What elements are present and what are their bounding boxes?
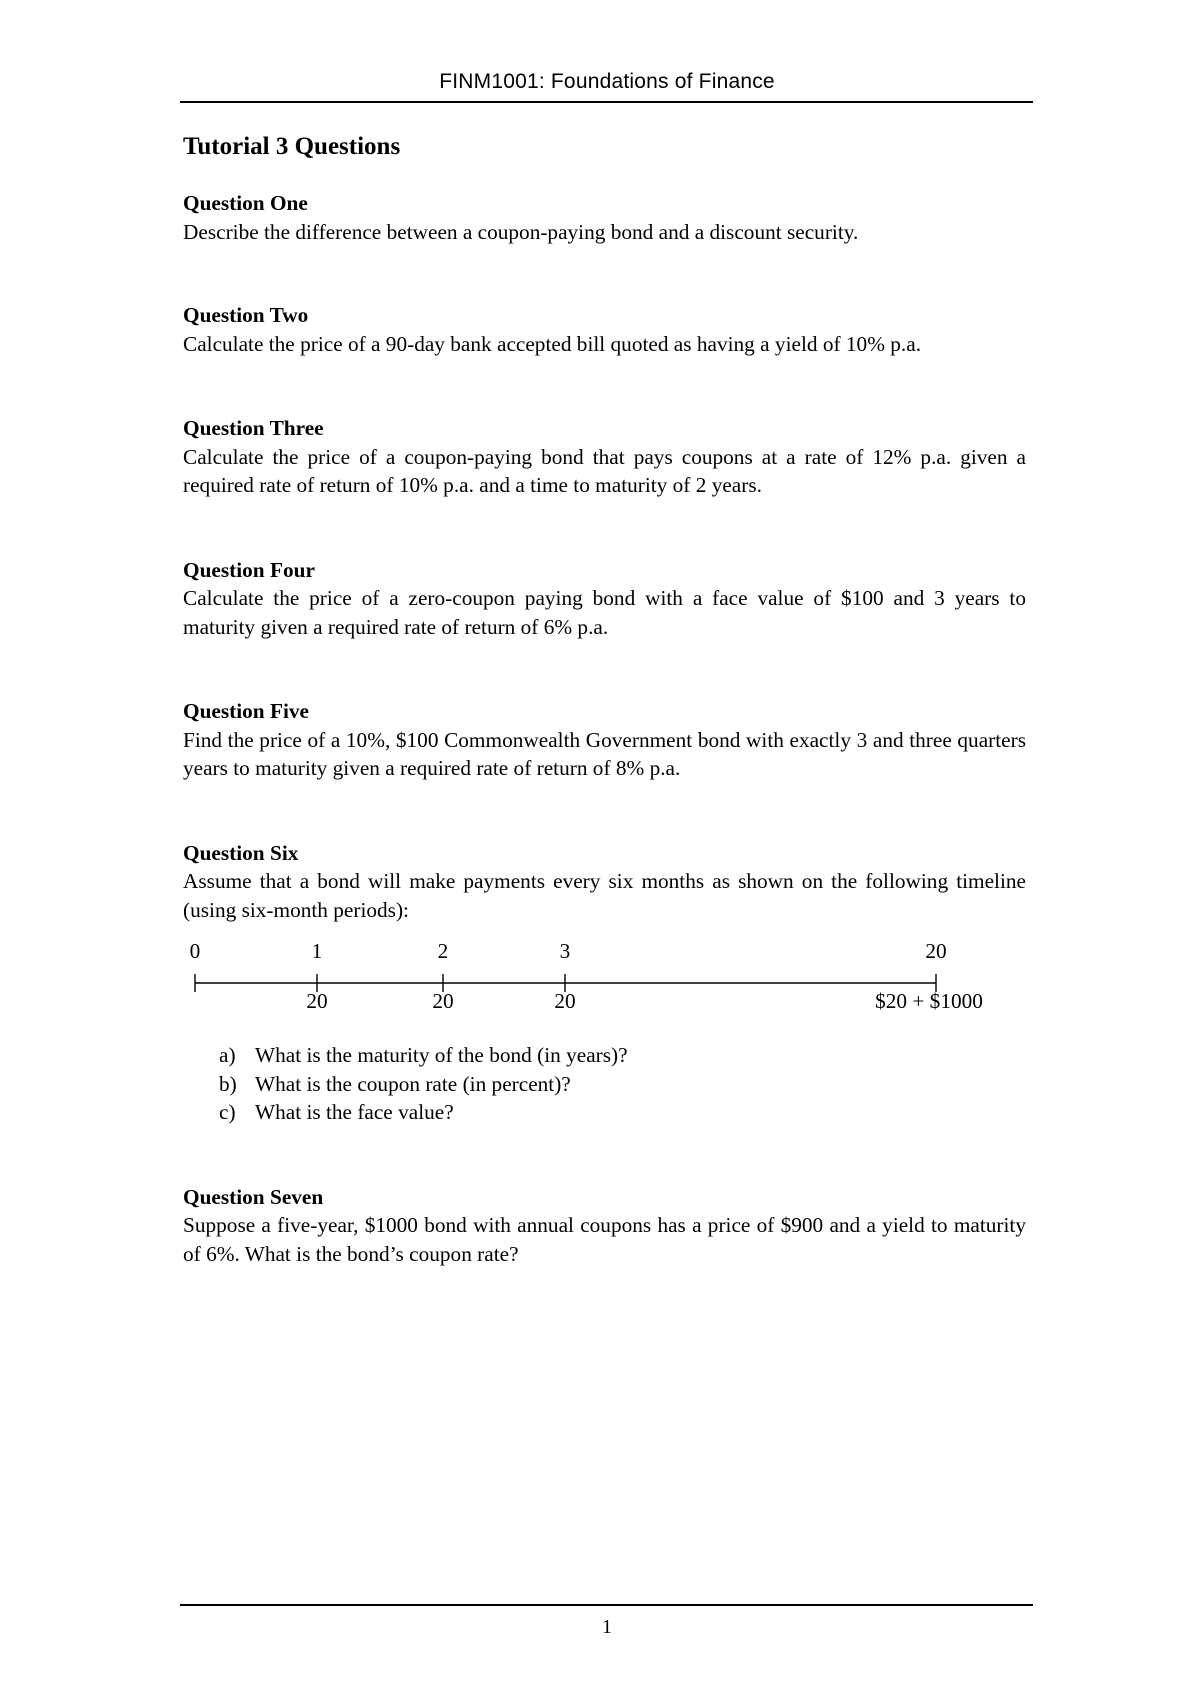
sub-question-marker: a) [219, 1043, 236, 1067]
sub-question-text: What is the face value? [255, 1100, 454, 1124]
footer-rule [180, 1604, 1033, 1606]
timeline-period-label: 1 [311, 939, 323, 963]
timeline-payment-label: 20 [432, 989, 454, 1013]
question-heading: Question Seven [183, 1184, 324, 1209]
question-heading: Question One [183, 191, 308, 215]
question-heading: Question Four [183, 557, 315, 582]
sub-question-text: What is the coupon rate (in percent)? [255, 1071, 571, 1096]
sub-question-marker: c) [219, 1100, 236, 1124]
timeline-payment-label: 20 [554, 989, 576, 1013]
question-text: Find the price of a 10%, $100 Commonwealth Government bond with exactly 3 and three quarters years to maturity given a required rate of return of 8% p.a. [183, 727, 1026, 780]
question-text: Assume that a bond will make payments every six months as shown on the following timeline (using six-month periods): [183, 869, 1026, 922]
timeline-period-label: 0 [189, 939, 201, 963]
timeline-period-label: 3 [559, 939, 571, 963]
sub-question [219, 1098, 1026, 1127]
sub-question-marker: b) [219, 1071, 237, 1096]
sub-question [219, 1070, 1026, 1099]
document-body [183, 130, 1026, 1268]
question-text: Calculate the price of a zero-coupon paying bond with a face value of $100 and 3 years to maturity given a required rate of return of 6% p.a. [183, 586, 1026, 639]
question-text: Calculate the price of a coupon-paying bond that pays coupons at a rate of 12% p.a. given a required rate of return of 10% p.a. and a time to maturity of 2 years. [183, 444, 1026, 497]
page-header: FINM1001: Foundations of Finance [439, 70, 775, 93]
sub-question-list [183, 1041, 1026, 1127]
question-four [183, 556, 1026, 642]
sub-question-text: What is the maturity of the bond (in years)? [255, 1043, 628, 1067]
question-one [183, 189, 1026, 246]
timeline-payment-label: 20 [306, 989, 328, 1013]
payment-timeline [183, 937, 1026, 1027]
question-text: Describe the difference between a coupon-paying bond and a discount security. [183, 219, 859, 244]
question-heading: Question Two [183, 303, 309, 327]
timeline-period-label: 20 [925, 939, 947, 963]
page-number: 1 [602, 1616, 612, 1638]
question-text: Suppose a five-year, $1000 bond with annual coupons has a price of $900 and a yield to maturity of 6%. What is the bond’s coupon rate? [183, 1213, 1026, 1266]
question-heading: Question Six [183, 840, 299, 865]
sub-question [219, 1041, 1026, 1070]
question-text: Calculate the price of a 90-day bank accepted bill quoted as having a yield of 10% p.a. [183, 331, 922, 356]
timeline-period-label: 2 [437, 939, 449, 963]
question-six [183, 839, 1026, 1127]
question-heading: Question Three [183, 416, 324, 440]
timeline-payment-label: $20 + $1000 [875, 989, 983, 1013]
question-seven [183, 1183, 1026, 1269]
question-heading: Question Five [183, 699, 310, 723]
document-title: Tutorial 3 Questions [183, 133, 401, 160]
question-three [183, 414, 1026, 500]
question-five [183, 697, 1026, 783]
question-two [183, 301, 1026, 358]
header-rule [180, 101, 1033, 103]
